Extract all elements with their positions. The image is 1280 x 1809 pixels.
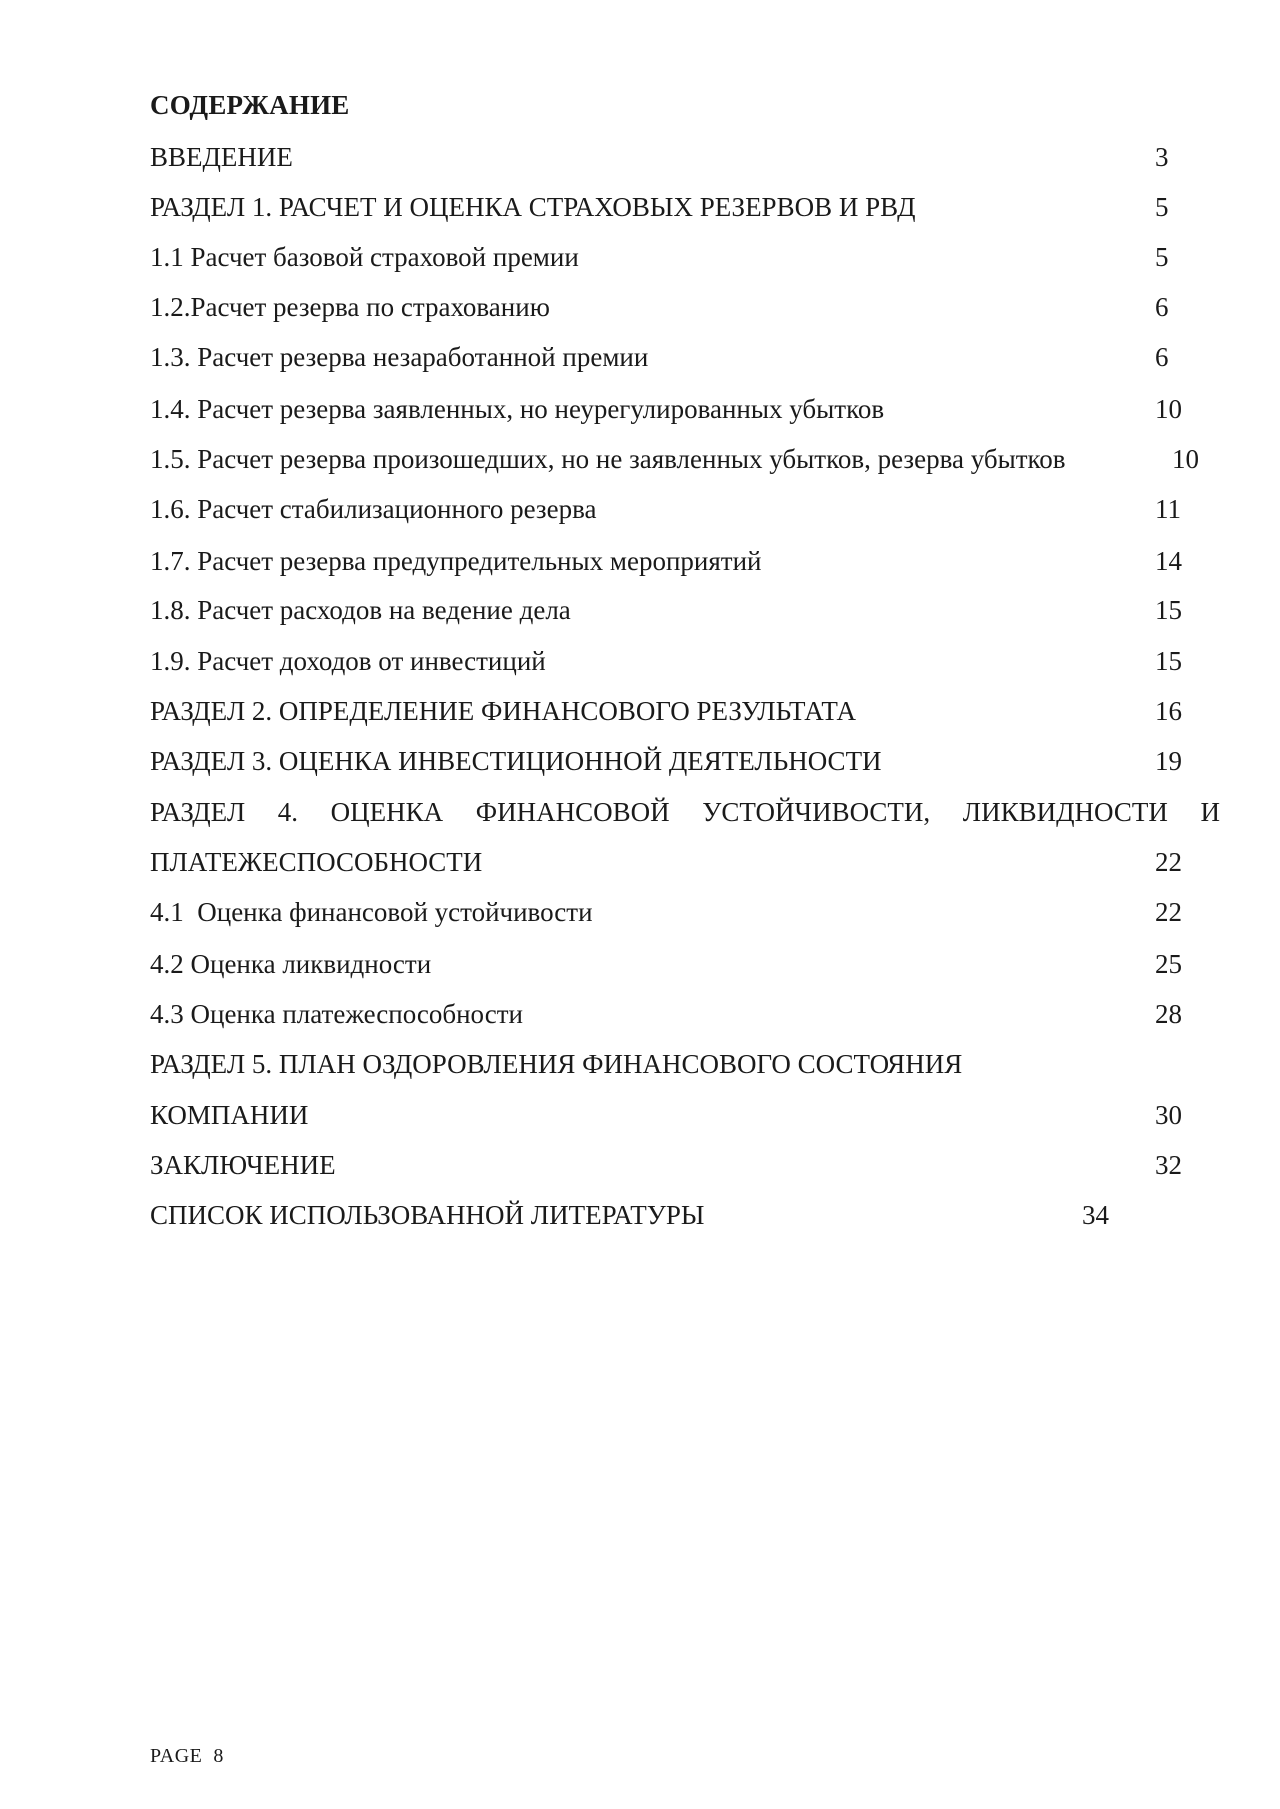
toc-entry-page: 5: [1155, 192, 1169, 222]
toc-title: СОДЕРЖАНИЕ: [150, 90, 350, 120]
toc-entry-page: 15: [1155, 646, 1182, 676]
toc-entry-text: 1.3. Расчет резерва незаработанной премии: [150, 342, 649, 372]
toc-entry-text: 1.9. Расчет доходов от инвестиций: [150, 646, 546, 676]
toc-entry-text: СПИСОК ИСПОЛЬЗОВАННОЙ ЛИТЕРАТУРЫ: [150, 1200, 705, 1230]
toc-entry-page: 30: [1155, 1100, 1182, 1130]
toc-entry-page: 34: [1082, 1200, 1109, 1230]
toc-entry-text: 1.6. Расчет стабилизационного резерва: [150, 494, 597, 524]
toc-entry-page: 25: [1155, 949, 1182, 979]
toc-entry-text: РАЗДЕЛ 3. ОЦЕНКА ИНВЕСТИЦИОННОЙ ДЕЯТЕЛЬНОСТИ: [150, 746, 882, 776]
toc-entry-page: 6: [1155, 292, 1169, 322]
toc-entry-page: 10: [1172, 444, 1199, 474]
toc-entry-text: 1.7. Расчет резерва предупредительных мероприятий: [150, 546, 762, 576]
toc-entry-page: 11: [1155, 494, 1181, 524]
page-footer: PAGE 8: [150, 1745, 224, 1767]
toc-entry-text: РАЗДЕЛ 2. ОПРЕДЕЛЕНИЕ ФИНАНСОВОГО РЕЗУЛЬТАТА: [150, 696, 856, 726]
toc-entry-text: 4.1 Оценка финансовой устойчивости: [150, 897, 593, 927]
toc-entry-text: КОМПАНИИ: [150, 1100, 309, 1130]
toc-entry-page: 22: [1155, 847, 1182, 877]
toc-entry-text: 4.3 Оценка платежеспособности: [150, 999, 523, 1029]
toc-entry-text: 1.8. Расчет расходов на ведение дела: [150, 595, 571, 625]
toc-entry-page: 22: [1155, 897, 1182, 927]
toc-entry-page: 6: [1155, 342, 1169, 372]
toc-entry-text: ЗАКЛЮЧЕНИЕ: [150, 1150, 336, 1180]
toc-entry-text: РАЗДЕЛ 5. ПЛАН ОЗДОРОВЛЕНИЯ ФИНАНСОВОГО СОСТОЯНИЯ: [150, 1049, 963, 1079]
toc-entry-page: 32: [1155, 1150, 1182, 1180]
toc-entry-page: 19: [1155, 746, 1182, 776]
toc-entry-text: РАЗДЕЛ 1. РАСЧЕТ И ОЦЕНКА СТРАХОВЫХ РЕЗЕРВОВ И РВД: [150, 192, 916, 222]
toc-entry-text: 1.2.Расчет резерва по страхованию: [150, 292, 550, 322]
toc-entry-page: 16: [1155, 696, 1182, 726]
toc-entry-page: 5: [1155, 242, 1169, 272]
toc-entry-page: 10: [1155, 394, 1182, 424]
toc-entry-text: 1.5. Расчет резерва произошедших, но не заявленных убытков, резерва убытков: [150, 444, 1066, 474]
toc-entry-section-4-line1: РАЗДЕЛ 4. ОЦЕНКА ФИНАНСОВОЙ УСТОЙЧИВОСТИ, ЛИКВИДНОСТИ И: [150, 797, 1220, 827]
toc-entry-page: 15: [1155, 595, 1182, 625]
toc-entry-text: ВВЕДЕНИЕ: [150, 142, 293, 172]
toc-entry-page: 14: [1155, 546, 1182, 576]
toc-entry-text: ПЛАТЕЖЕСПОСОБНОСТИ: [150, 847, 483, 877]
toc-entry-text: 1.1 Расчет базовой страховой премии: [150, 242, 579, 272]
toc-entry-text: 4.2 Оценка ликвидности: [150, 949, 432, 979]
toc-entry-page: 28: [1155, 999, 1182, 1029]
toc-entry-text: 1.4. Расчет резерва заявленных, но неурегулированных убытков: [150, 394, 885, 424]
toc-entry-page: 3: [1155, 142, 1169, 172]
